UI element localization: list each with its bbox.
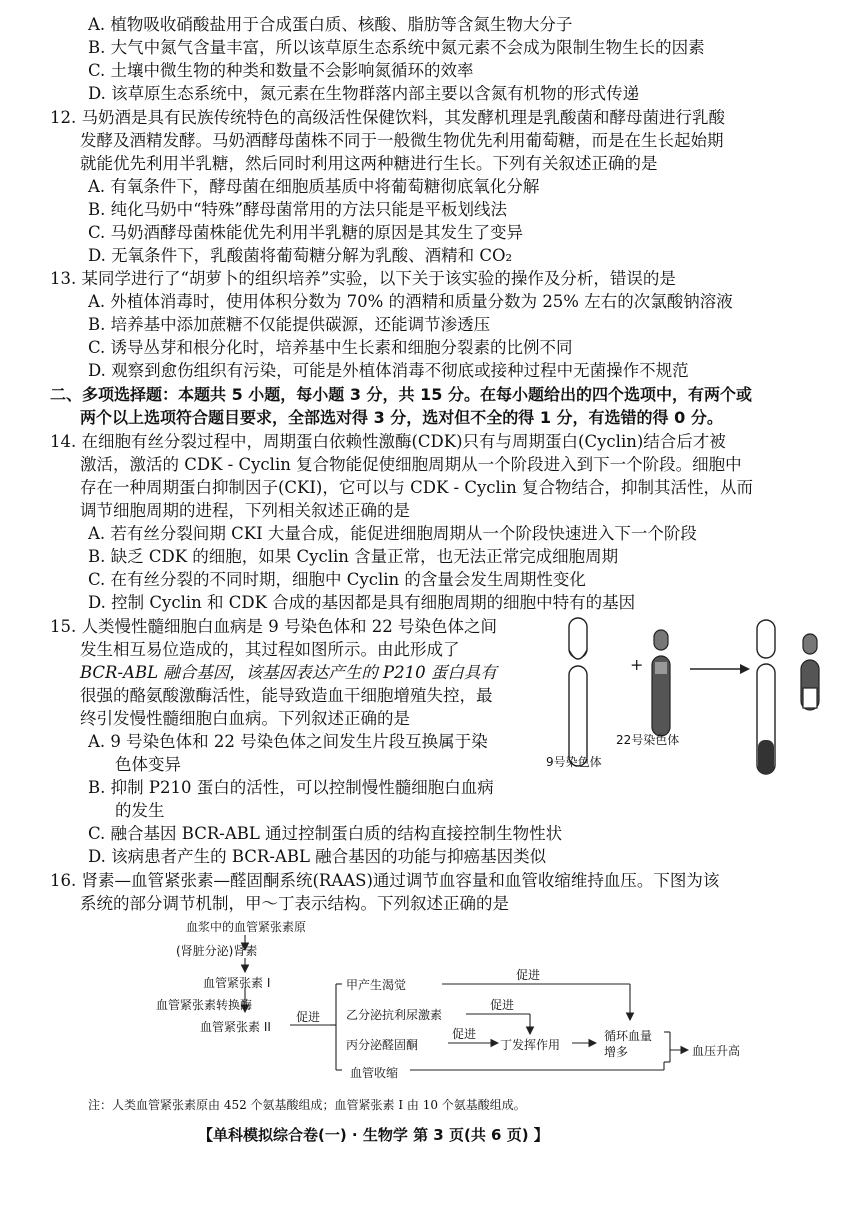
q16-stem-line2: 系统的部分调节机制，甲～丁表示结构。下列叙述正确的是 (80, 894, 509, 913)
node-bing: 丙分泌醛固酮 (346, 1038, 419, 1052)
q15-option-d: D. 该病患者产生的 BCR-ABL 融合基因的功能与抑癌基因类似 (88, 847, 547, 866)
section2-heading-line1: 二、多项选择题：本题共 5 小题，每小题 3 分，共 15 分。在每小题给出的四个选项中，有两个或 (50, 385, 752, 404)
q14-option-c: C. 在有丝分裂的不同时期，细胞中 Cyclin 的含量会发生周期性变化 (88, 570, 586, 589)
label-promote-2: 促进 (516, 968, 541, 982)
q15-option-c: C. 融合基因 BCR-ABL 通过控制蛋白质的结构直接控制生物性状 (88, 824, 563, 843)
q11-option-c: C. 土壤中微生物的种类和数量不会影响氮循环的效率 (88, 61, 474, 80)
node-angiotensinogen: 血浆中的血管紧张素原 (186, 920, 307, 934)
node-yi: 乙分泌抗利尿激素 (346, 1008, 443, 1022)
q15-stem-line5: 终引发慢性髓细胞白血病。下列叙述正确的是 (80, 709, 410, 728)
q12-option-b: B. 纯化马奶中“特殊”酵母菌常用的方法只能是平板划线法 (88, 200, 507, 219)
q13-option-c: C. 诱导丛芽和根分化时，培养基中生长素和细胞分裂素的比例不同 (88, 338, 573, 357)
diagram-note: 注：人类血管紧张素原由 452 个氨基酸组成；血管紧张素 I 由 10 个氨基酸组成。 (88, 1098, 526, 1112)
node-ace: 血管紧张素转换酶 (156, 998, 253, 1012)
plus-sign: + (630, 655, 644, 674)
node-blood-pressure: 血压升高 (692, 1044, 741, 1058)
q15-option-a-line1: A. 9 号染色体和 22 号染色体之间发生片段互换属于染 (88, 732, 488, 751)
q11-option-d: D. 该草原生态系统中，氮元素在生物群落内部主要以含氮有机物的形式传递 (88, 84, 640, 103)
node-vasoconstriction: 血管收缩 (350, 1066, 399, 1080)
page-footer: 【单科模拟综合卷(一) · 生物学 第 3 页(共 6 页) 】 (198, 1126, 549, 1144)
q14-stem-line1: 14. 在细胞有丝分裂过程中，周期蛋白依赖性激酶(CDK)只有与周期蛋白(Cyclin)结合后才被 (50, 432, 726, 451)
label-promote-1: 促进 (296, 1010, 321, 1024)
q13-option-d: D. 观察到愈伤组织有污染，可能是外植体消毒不彻底或接种过程中无菌操作不规范 (88, 361, 689, 380)
node-blood-volume-1: 循环血量 (604, 1029, 653, 1043)
q15-stem-line2: 发生相互易位造成的，其过程如图所示。由此形成了 (80, 640, 460, 659)
q13-option-b: B. 培养基中添加蔗糖不仅能提供碳源，还能调节渗透压 (88, 315, 491, 334)
q12-option-d: D. 无氧条件下，乳酸菌将葡萄糖分解为乳酸、酒精和 CO₂ (88, 246, 513, 265)
q12-stem-line2: 发酵及酒精发酵。马奶酒酵母菌株不同于一般微生物优先利用葡萄糖，而是在生长起始期 (80, 131, 724, 150)
q15-stem-line4: 很强的酪氨酸激酶活性，能导致造血干细胞增殖失控，最 (80, 686, 493, 705)
node-angiotensin-1: 血管紧张素 I (203, 976, 271, 990)
q12-option-c: C. 马奶酒酵母菌株能优先利用半乳糖的原因是其发生了变异 (88, 223, 524, 242)
section2-heading-line2: 两个以上选项符合题目要求，全部选对得 3 分，选对但不全的得 1 分，有选错的得 0 分。 (80, 408, 723, 427)
q13-stem: 13. 某同学进行了“胡萝卜的组织培养”实验，以下关于该实验的操作及分析，错误的是 (50, 269, 676, 288)
q14-stem-line2: 激活，激活的 CDK - Cyclin 复合物能促使细胞周期从一个阶段进入到下一个阶段。细胞中 (80, 455, 742, 474)
q14-stem-line3: 存在一种周期蛋白抑制因子(CKI)，它可以与 CDK - Cyclin 复合物结合，抑制其活性，从而 (80, 478, 753, 497)
q15-option-b-line2: 的发生 (115, 801, 165, 820)
node-jia: 甲产生渴觉 (346, 978, 407, 992)
label-chromosome-22: 22号染色体 (616, 733, 680, 747)
q14-stem-line4: 调节细胞周期的进程，下列相关叙述正确的是 (80, 501, 410, 520)
q15-stem-line3: BCR-ABL 融合基因，该基因表达产生的 P210 蛋白具有 (80, 663, 497, 682)
q12-option-a: A. 有氧条件下，酵母菌在细胞质基质中将葡萄糖彻底氧化分解 (88, 177, 540, 196)
label-chromosome-9: 9号染色体 (546, 755, 602, 769)
q11-option-b: B. 大气中氮气含量丰富，所以该草原生态系统中氮元素不会成为限制生物生长的因素 (88, 38, 705, 57)
label-promote-4: 促进 (452, 1027, 477, 1041)
q11-option-a: A. 植物吸收硝酸盐用于合成蛋白质、核酸、脂肪等含氮生物大分子 (88, 15, 573, 34)
q14-option-a: A. 若有丝分裂间期 CKI 大量合成，能促进细胞周期从一个阶段快速进入下一个阶段 (88, 524, 697, 543)
q15-option-a-line2: 色体变异 (115, 755, 181, 774)
q12-stem-line1: 12. 马奶酒是具有民族传统特色的高级活性保健饮料，其发酵机理是乳酸菌和酵母菌进行乳酸 (50, 108, 725, 127)
node-blood-volume-2: 增多 (604, 1045, 629, 1059)
node-ding: 丁发挥作用 (500, 1038, 561, 1052)
q14-option-b: B. 缺乏 CDK 的细胞，如果 Cyclin 含量正常，也无法正常完成细胞周期 (88, 547, 619, 566)
q16-stem-line1: 16. 肾素—血管紧张素—醛固酮系统(RAAS)通过调节血容量和血管收缩维持血压。下图为该 (50, 871, 720, 890)
q12-stem-line3: 就能优先利用半乳糖，然后同时利用这两种糖进行生长。下列有关叙述正确的是 (80, 154, 658, 173)
node-renin: (肾脏分泌)肾素 (176, 944, 258, 958)
q14-option-d: D. 控制 Cyclin 和 CDK 合成的基因都是具有细胞周期的细胞中特有的基因 (88, 593, 636, 612)
label-promote-3: 促进 (490, 998, 515, 1012)
q13-option-a: A. 外植体消毒时，使用体积分数为 70% 的酒精和质量分数为 25% 左右的次氯酸钠溶液 (88, 292, 733, 311)
q15-stem-line1: 15. 人类慢性髓细胞白血病是 9 号染色体和 22 号染色体之间 (50, 617, 497, 636)
node-angiotensin-2: 血管紧张素 II (200, 1020, 271, 1034)
q15-option-b-line1: B. 抑制 P210 蛋白的活性，可以控制慢性髓细胞白血病 (88, 778, 494, 797)
